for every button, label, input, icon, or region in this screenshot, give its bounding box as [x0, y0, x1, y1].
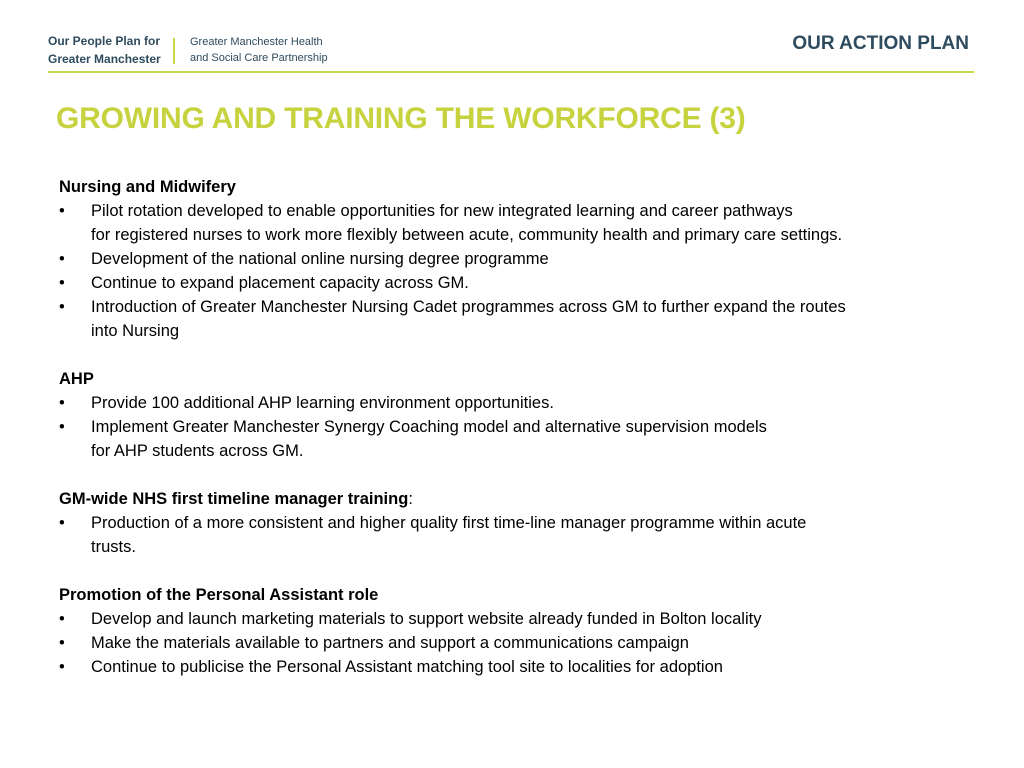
list-item — [59, 415, 949, 463]
bullet-icon: • — [59, 250, 65, 268]
list-item — [59, 391, 949, 415]
brand-line-1: Our People Plan for — [48, 34, 161, 48]
page-title: GROWING AND TRAINING THE WORKFORCE (3) — [56, 102, 746, 135]
bullet-list — [59, 607, 949, 679]
section-heading: GM-wide NHS first timeline manager training — [59, 490, 409, 508]
brand-line-2: Greater Manchester — [48, 52, 161, 66]
bullet-text: Implement Greater Manchester Synergy Coaching model and alternative supervision models — [91, 418, 767, 436]
bullet-icon: • — [59, 634, 65, 652]
brand-divider — [173, 38, 175, 64]
section-heading: Nursing and Midwifery — [59, 178, 236, 196]
brand-logo-text — [48, 32, 161, 68]
bullet-text: Introduction of Greater Manchester Nursing Cadet programmes across GM to further expand the routes — [91, 298, 846, 316]
section-heading: Promotion of the Personal Assistant role — [59, 586, 379, 604]
partner-line-2: and Social Care Partnership — [190, 52, 328, 64]
list-item — [59, 247, 949, 271]
bullet-text-continued: for AHP students across GM. — [91, 442, 304, 460]
bullet-text: Provide 100 additional AHP learning environment opportunities. — [91, 394, 554, 412]
heading-colon: : — [408, 490, 413, 508]
section-heading: AHP — [59, 370, 94, 388]
list-item — [59, 655, 949, 679]
bullet-text: Continue to publicise the Personal Assistant matching tool site to localities for adoption — [91, 658, 723, 676]
bullet-icon: • — [59, 610, 65, 628]
bullet-text: Pilot rotation developed to enable opportunities for new integrated learning and career pathways — [91, 202, 793, 220]
section-label: OUR ACTION PLAN — [792, 33, 969, 54]
partner-line-1: Greater Manchester Health — [190, 36, 323, 48]
bullet-icon: • — [59, 514, 65, 532]
bullet-text: Development of the national online nursing degree programme — [91, 250, 549, 268]
bullet-icon: • — [59, 658, 65, 676]
bullet-list — [59, 199, 949, 343]
slide-content — [59, 175, 949, 703]
section-nursing-midwifery — [59, 175, 949, 343]
bullet-icon: • — [59, 202, 65, 220]
section-heading-row — [59, 487, 949, 511]
header-rule — [48, 71, 974, 73]
section-personal-assistant — [59, 583, 949, 679]
bullet-text-continued: for registered nurses to work more flexibly between acute, community health and primary care settings. — [91, 226, 843, 244]
bullet-text: Make the materials available to partners and support a communications campaign — [91, 634, 689, 652]
bullet-icon: • — [59, 394, 65, 412]
bullet-icon: • — [59, 418, 65, 436]
bullet-text: Continue to expand placement capacity across GM. — [91, 274, 469, 292]
bullet-text-continued: into Nursing — [91, 322, 180, 340]
partnership-name — [190, 34, 328, 66]
bullet-list — [59, 391, 949, 463]
list-item — [59, 199, 949, 247]
list-item — [59, 271, 949, 295]
bullet-text-continued: trusts. — [91, 538, 136, 556]
slide-header — [0, 0, 1024, 74]
bullet-list — [59, 511, 949, 559]
list-item — [59, 511, 949, 559]
bullet-text: Production of a more consistent and higher quality first time-line manager programme within acute — [91, 514, 807, 532]
list-item — [59, 607, 949, 631]
list-item — [59, 295, 949, 343]
bullet-icon: • — [59, 298, 65, 316]
section-ahp — [59, 367, 949, 463]
bullet-text: Develop and launch marketing materials to support website already funded in Bolton locality — [91, 610, 762, 628]
bullet-icon: • — [59, 274, 65, 292]
section-nhs-manager-training — [59, 487, 949, 559]
list-item — [59, 631, 949, 655]
